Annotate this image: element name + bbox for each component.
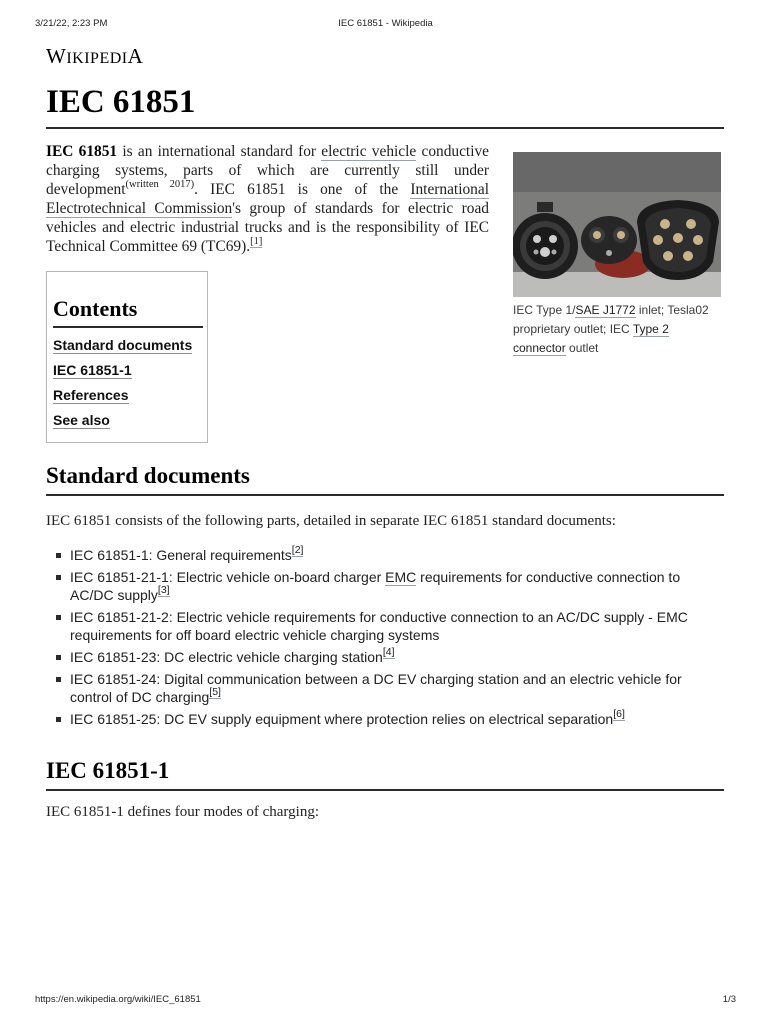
contents-title: Contents xyxy=(53,296,203,328)
contents-item-iec-61851-1[interactable] xyxy=(53,362,192,387)
caption-text: outlet xyxy=(565,341,599,355)
contents-item-standard-documents[interactable] xyxy=(53,337,192,362)
contents-list xyxy=(53,337,192,437)
type2-connector xyxy=(637,200,719,280)
contents-item-label[interactable]: IEC 61851-1 xyxy=(53,362,132,378)
infobox xyxy=(513,152,721,358)
sae-j1772-link[interactable]: SAE J1772 xyxy=(575,303,636,317)
contents-item-label[interactable]: Standard documents xyxy=(53,337,193,353)
reference-link[interactable]: [4] xyxy=(382,646,395,659)
caption-text: IEC Type 1/ xyxy=(513,303,576,317)
contents-item-label[interactable]: References xyxy=(53,387,129,403)
list-item xyxy=(46,648,718,666)
reference-link[interactable]: [6] xyxy=(613,708,625,721)
table-of-contents xyxy=(46,271,208,443)
bullet xyxy=(56,655,61,660)
print-timestamp: 3/21/22, 2:23 PM xyxy=(35,18,108,29)
list-item-text: requirements for conductive connection to AC/DC supply xyxy=(70,569,681,603)
list-item-text: IEC 61851-21-1: Electric vehicle on-board charger xyxy=(70,569,386,585)
connectors-illustration xyxy=(513,152,721,297)
type2-connector-link[interactable]: Type 2 connector xyxy=(513,322,669,355)
section-heading-standard-documents: Standard documents xyxy=(46,462,724,496)
standard-documents-intro: IEC 61851 consists of the following parts, detailed in separate IEC 61851 standard documents: xyxy=(46,513,616,529)
section-heading-iec-61851-1: IEC 61851-1 xyxy=(46,757,724,791)
bullet xyxy=(56,615,61,620)
list-item xyxy=(46,568,718,604)
bullet xyxy=(56,677,61,682)
intro-subject: IEC 61851 xyxy=(46,143,118,160)
contents-item-label[interactable]: See also xyxy=(53,412,110,428)
list-item-text: IEC 61851-24: Digital communication between a DC EV charging station and an electric vehicle for control of DC charging xyxy=(70,671,682,705)
intro-paragraph xyxy=(46,142,489,256)
infobox-caption xyxy=(513,301,721,358)
list-item xyxy=(46,546,718,564)
list-item-text: IEC 61851-25: DC EV supply equipment where protection relies on electrical separation xyxy=(70,711,614,727)
intro-text: 's group of standards for electric road vehicles and electric industrial trucks and is the responsibility of IEC Technical Committee 69 (TC69). xyxy=(46,200,489,255)
wikipedia-wordmark[interactable] xyxy=(46,44,143,69)
intro-text: is an international standard for xyxy=(117,143,322,160)
page-title: IEC 61851 xyxy=(46,80,724,129)
charging-connectors-image[interactable] xyxy=(513,152,721,297)
iec-link[interactable]: International Electrotechnical Commission xyxy=(46,181,489,217)
print-page-title: IEC 61851 - Wikipedia xyxy=(338,18,433,29)
print-page-number: 1/3 xyxy=(722,994,736,1005)
bullet xyxy=(56,553,61,558)
list-item-text: IEC 61851-23: DC electric vehicle charging station xyxy=(70,649,383,665)
list-item xyxy=(46,670,718,706)
iec-61851-1-intro: IEC 61851-1 defines four modes of charging: xyxy=(46,804,319,820)
list-item xyxy=(46,710,718,728)
intro-text: conductive charging systems, parts of which are currently still under development xyxy=(46,143,490,198)
reference-link[interactable]: [1] xyxy=(250,235,263,247)
written-note: (written 2017) xyxy=(125,178,195,190)
wordmark-text[interactable]: WIKIPEDIA xyxy=(46,44,144,68)
contents-item-references[interactable] xyxy=(53,387,192,412)
contents-item-see-also[interactable] xyxy=(53,412,192,437)
bullet xyxy=(56,717,61,722)
print-url: https://en.wikipedia.org/wiki/IEC_61851 xyxy=(35,994,201,1005)
bullet xyxy=(56,575,61,580)
reference-link[interactable]: [3] xyxy=(157,584,170,597)
tesla-connector xyxy=(581,216,637,264)
emc-link[interactable]: EMC xyxy=(385,569,417,585)
list-item-text: IEC 61851-1: General requirements xyxy=(70,547,292,563)
standard-documents-list xyxy=(46,546,718,732)
list-item xyxy=(46,608,718,644)
intro-text: . IEC 61851 is one of the xyxy=(194,181,411,198)
electric-vehicle-link[interactable]: electric vehicle xyxy=(321,143,417,160)
reference-link[interactable]: [2] xyxy=(291,544,304,557)
caption-text: inlet; Tesla02 proprietary outlet; IEC xyxy=(513,303,709,336)
list-item-text: IEC 61851-21-2: Electric vehicle requirements for conductive connection to an AC/DC supply - EMC requirements for off board electric vehicle charging systems xyxy=(70,609,688,643)
reference-link[interactable]: [5] xyxy=(209,686,221,699)
